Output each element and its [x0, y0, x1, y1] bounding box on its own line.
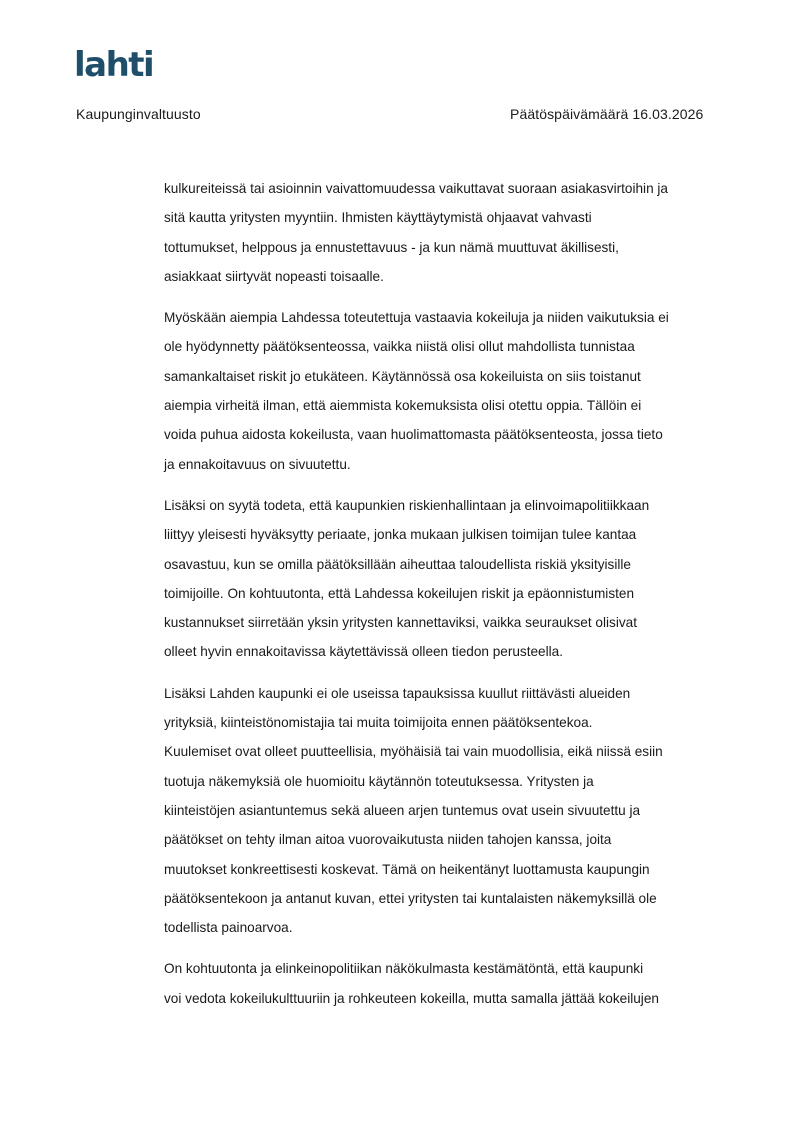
text-line: osavastuu, kun se omilla päätöksillään aiheuttaa taloudellista riskiä yksityisille	[164, 556, 631, 572]
organization-name: Kaupunginvaltuusto	[76, 106, 201, 122]
text-line: todellista painoarvoa.	[164, 920, 293, 936]
paragraph	[164, 174, 724, 291]
text-line: Lisäksi Lahden kaupunki ei ole useissa tapauksissa kuullut riittävästi alueiden	[164, 685, 631, 701]
text-line: samankaltaiset riskit jo etukäteen. Käytännössä osa kokeiluista on siis toistanut	[164, 368, 641, 384]
text-line: toimijoille. On kohtuutonta, että Lahdessa kokeilujen riskit ja epäonnistumisten	[164, 585, 635, 601]
text-line: yrityksiä, kiinteistönomistajia tai muita toimijoita ennen päätöksentekoa.	[164, 715, 593, 731]
text-line: aiempia virheitä ilman, että aiemmista kokemuksista olisi otettu oppia. Tällöin ei	[164, 398, 642, 414]
decision-date: Päätöspäivämäärä 16.03.2026	[510, 106, 704, 122]
text-line: ole hyödynnetty päätöksenteossa, vaikka niistä olisi ollut mahdollista tunnistaa	[164, 339, 635, 355]
logo-wordmark: lahti	[74, 46, 154, 80]
text-line: päätökset on tehty ilman aitoa vuorovaikutusta niiden tahojen kanssa, joita	[164, 832, 612, 848]
text-line: tuotuja näkemyksiä ole huomioitu käytännön toteutuksessa. Yritysten ja	[164, 773, 594, 789]
text-line: kulkureiteissä tai asioinnin vaivattomuudessa vaikuttavat suoraan asiakasvirtoihin ja	[164, 181, 668, 196]
text-line: voi vedota kokeilukulttuuriin ja rohkeuteen kokeilla, mutta samalla jättää kokeilujen	[164, 990, 659, 1006]
text-line: olleet hyvin ennakoitavissa käytettävissä olleen tiedon perusteella.	[164, 644, 563, 660]
lahti-logo	[74, 46, 166, 80]
text-line: kustannukset siirretään yksin yritysten kannettaviksi, vaikka seuraukset olisivat	[164, 615, 637, 631]
text-line: muutokset konkreettisesti koskevat. Tämä on heikentänyt luottamusta kaupungin	[164, 861, 650, 877]
text-line: On kohtuutonta ja elinkeinopolitiikan näkökulmasta kestämätöntä, että kaupunki	[164, 961, 644, 977]
text-line: asiakkaat siirtyvät nopeasti toisaalle.	[164, 268, 384, 284]
paragraph	[164, 954, 724, 1013]
text-line: Lisäksi on syytä todeta, että kaupunkien riskienhallintaan ja elinvoimapolitiikkaan	[164, 497, 650, 513]
text-line: Myöskään aiempia Lahdessa toteutettuja vastaavia kokeiluja ja niiden vaikutuksia ei	[164, 310, 669, 326]
paragraph	[164, 679, 724, 943]
text-line: ja ennakoitavuus on sivuutettu.	[164, 456, 351, 472]
document-body	[164, 174, 724, 1025]
text-line: liittyy yleisesti hyväksytty periaate, jonka mukaan julkisen toimijan tulee kantaa	[164, 527, 637, 543]
paragraph	[164, 491, 724, 667]
text-line: voida puhua aidosta kokeilusta, vaan huolimattomasta päätöksenteosta, jossa tieto	[164, 427, 663, 443]
text-line: sitä kautta yritysten myyntiin. Ihmisten käyttäytymistä ohjaavat vahvasti	[164, 210, 592, 226]
text-line: kiinteistöjen asiantuntemus sekä alueen arjen tuntemus ovat usein sivuutettu ja	[164, 802, 641, 818]
text-line: Kuulemiset ovat olleet puutteellisia, myöhäisiä tai vain muodollisia, eikä niissä esiin	[164, 744, 663, 760]
paragraph	[164, 303, 724, 479]
text-line: päätöksentekoon ja antanut kuvan, ettei yritysten tai kuntalaisten näkemyksillä ole	[164, 890, 657, 906]
text-line: tottumukset, helppous ja ennustettavuus - ja kun nämä muuttuvat äkillisesti,	[164, 239, 619, 255]
